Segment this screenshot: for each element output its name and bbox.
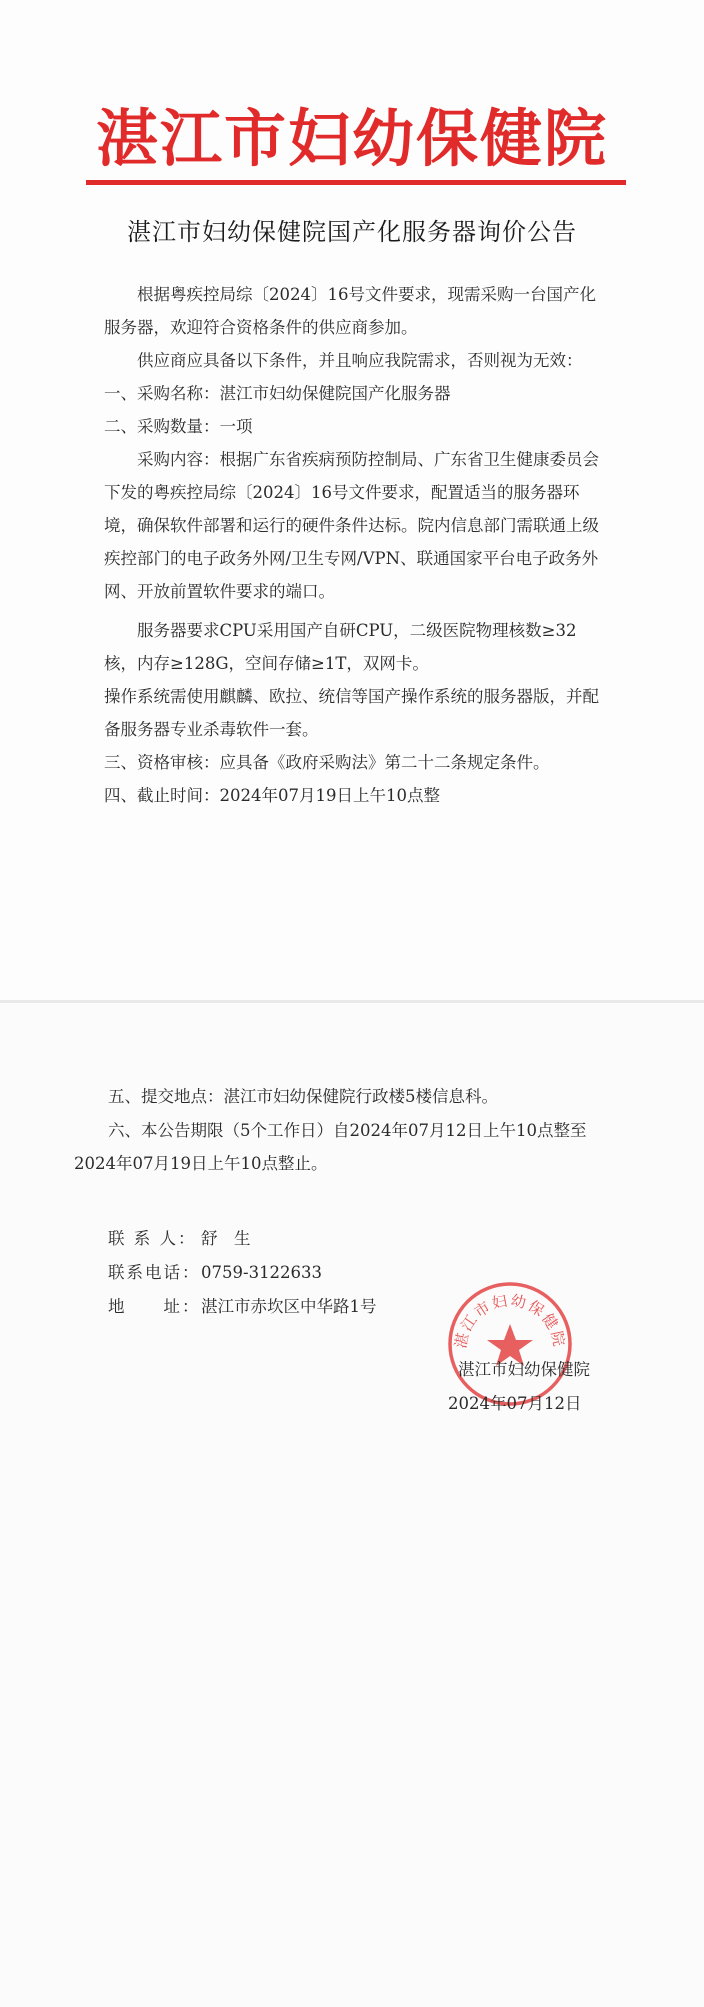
item-3: 三、资格审核：应具备《政府采购法》第二十二条规定条件。 <box>104 753 550 772</box>
item-4: 四、截止时间：2024年07月19日上午10点整 <box>104 786 440 805</box>
document-page-1 <box>0 0 704 1000</box>
document-body <box>104 278 602 812</box>
contact-person-label: 联 系 人： <box>108 1229 197 1248</box>
letterhead-rule <box>86 180 626 185</box>
item-2: 二、采购数量：一项 <box>104 417 253 436</box>
signer-org: 湛江市妇幼保健院 <box>458 1360 590 1379</box>
intro-paragraph: 根据粤疾控局综〔2024〕16号文件要求，现需采购一台国产化服务器，欢迎符合资格条件的供应商参加。 <box>104 285 596 337</box>
server-paragraph: 服务器要求CPU采用国产自研CPU，二级医院物理核数≥32核，内存≥128G，空间存储≥1T，双网卡。 <box>104 621 577 673</box>
contact-person: 舒 生 <box>201 1229 251 1248</box>
official-seal-icon <box>446 1280 574 1408</box>
contact-address-label: 地 址： <box>108 1297 201 1316</box>
seal-text: 湛江市妇幼保健院 <box>451 1291 569 1350</box>
contact-phone-label: 联系电话： <box>108 1263 201 1282</box>
document-title: 湛江市妇幼保健院国产化服务器询价公告 <box>127 218 577 246</box>
letterhead: 湛江市妇幼保健院 <box>95 102 608 175</box>
contact-address: 湛江市赤坎区中华路1号 <box>201 1297 377 1316</box>
contact-phone: 0759-3122633 <box>201 1263 323 1282</box>
item-1: 一、采购名称：湛江市妇幼保健院国产化服务器 <box>104 384 451 403</box>
sign-date: 2024年07月12日 <box>448 1394 582 1413</box>
item-6: 六、本公告期限（5个工作日）自2024年07月12日上午10点整至2024年07月19日上午10点整止。 <box>74 1121 587 1173</box>
contact-address-row <box>108 1290 377 1323</box>
contact-phone-row <box>108 1256 322 1289</box>
content-paragraph: 采购内容：根据广东省疾病预防控制局、广东省卫生健康委员会下发的粤疾控局综〔2024〕16号文件要求，配置适当的服务器环境，确保软件部署和运行的硬件条件达标。院内信息部门需联通上级疾控部门的电子政务外网/卫生专网/VPN、联通国家平台电子政务外网、开放前置软件要求的端口。 <box>104 450 599 601</box>
contact-person-row <box>108 1222 251 1255</box>
item-5: 五、提交地点：湛江市妇幼保健院行政楼5楼信息科。 <box>108 1087 498 1106</box>
os-paragraph: 操作系统需使用麒麟、欧拉、统信等国产操作系统的服务器版，并配备服务器专业杀毒软件一套。 <box>104 687 599 739</box>
conditions-paragraph: 供应商应具备以下条件，并且响应我院需求，否则视为无效： <box>137 351 583 370</box>
